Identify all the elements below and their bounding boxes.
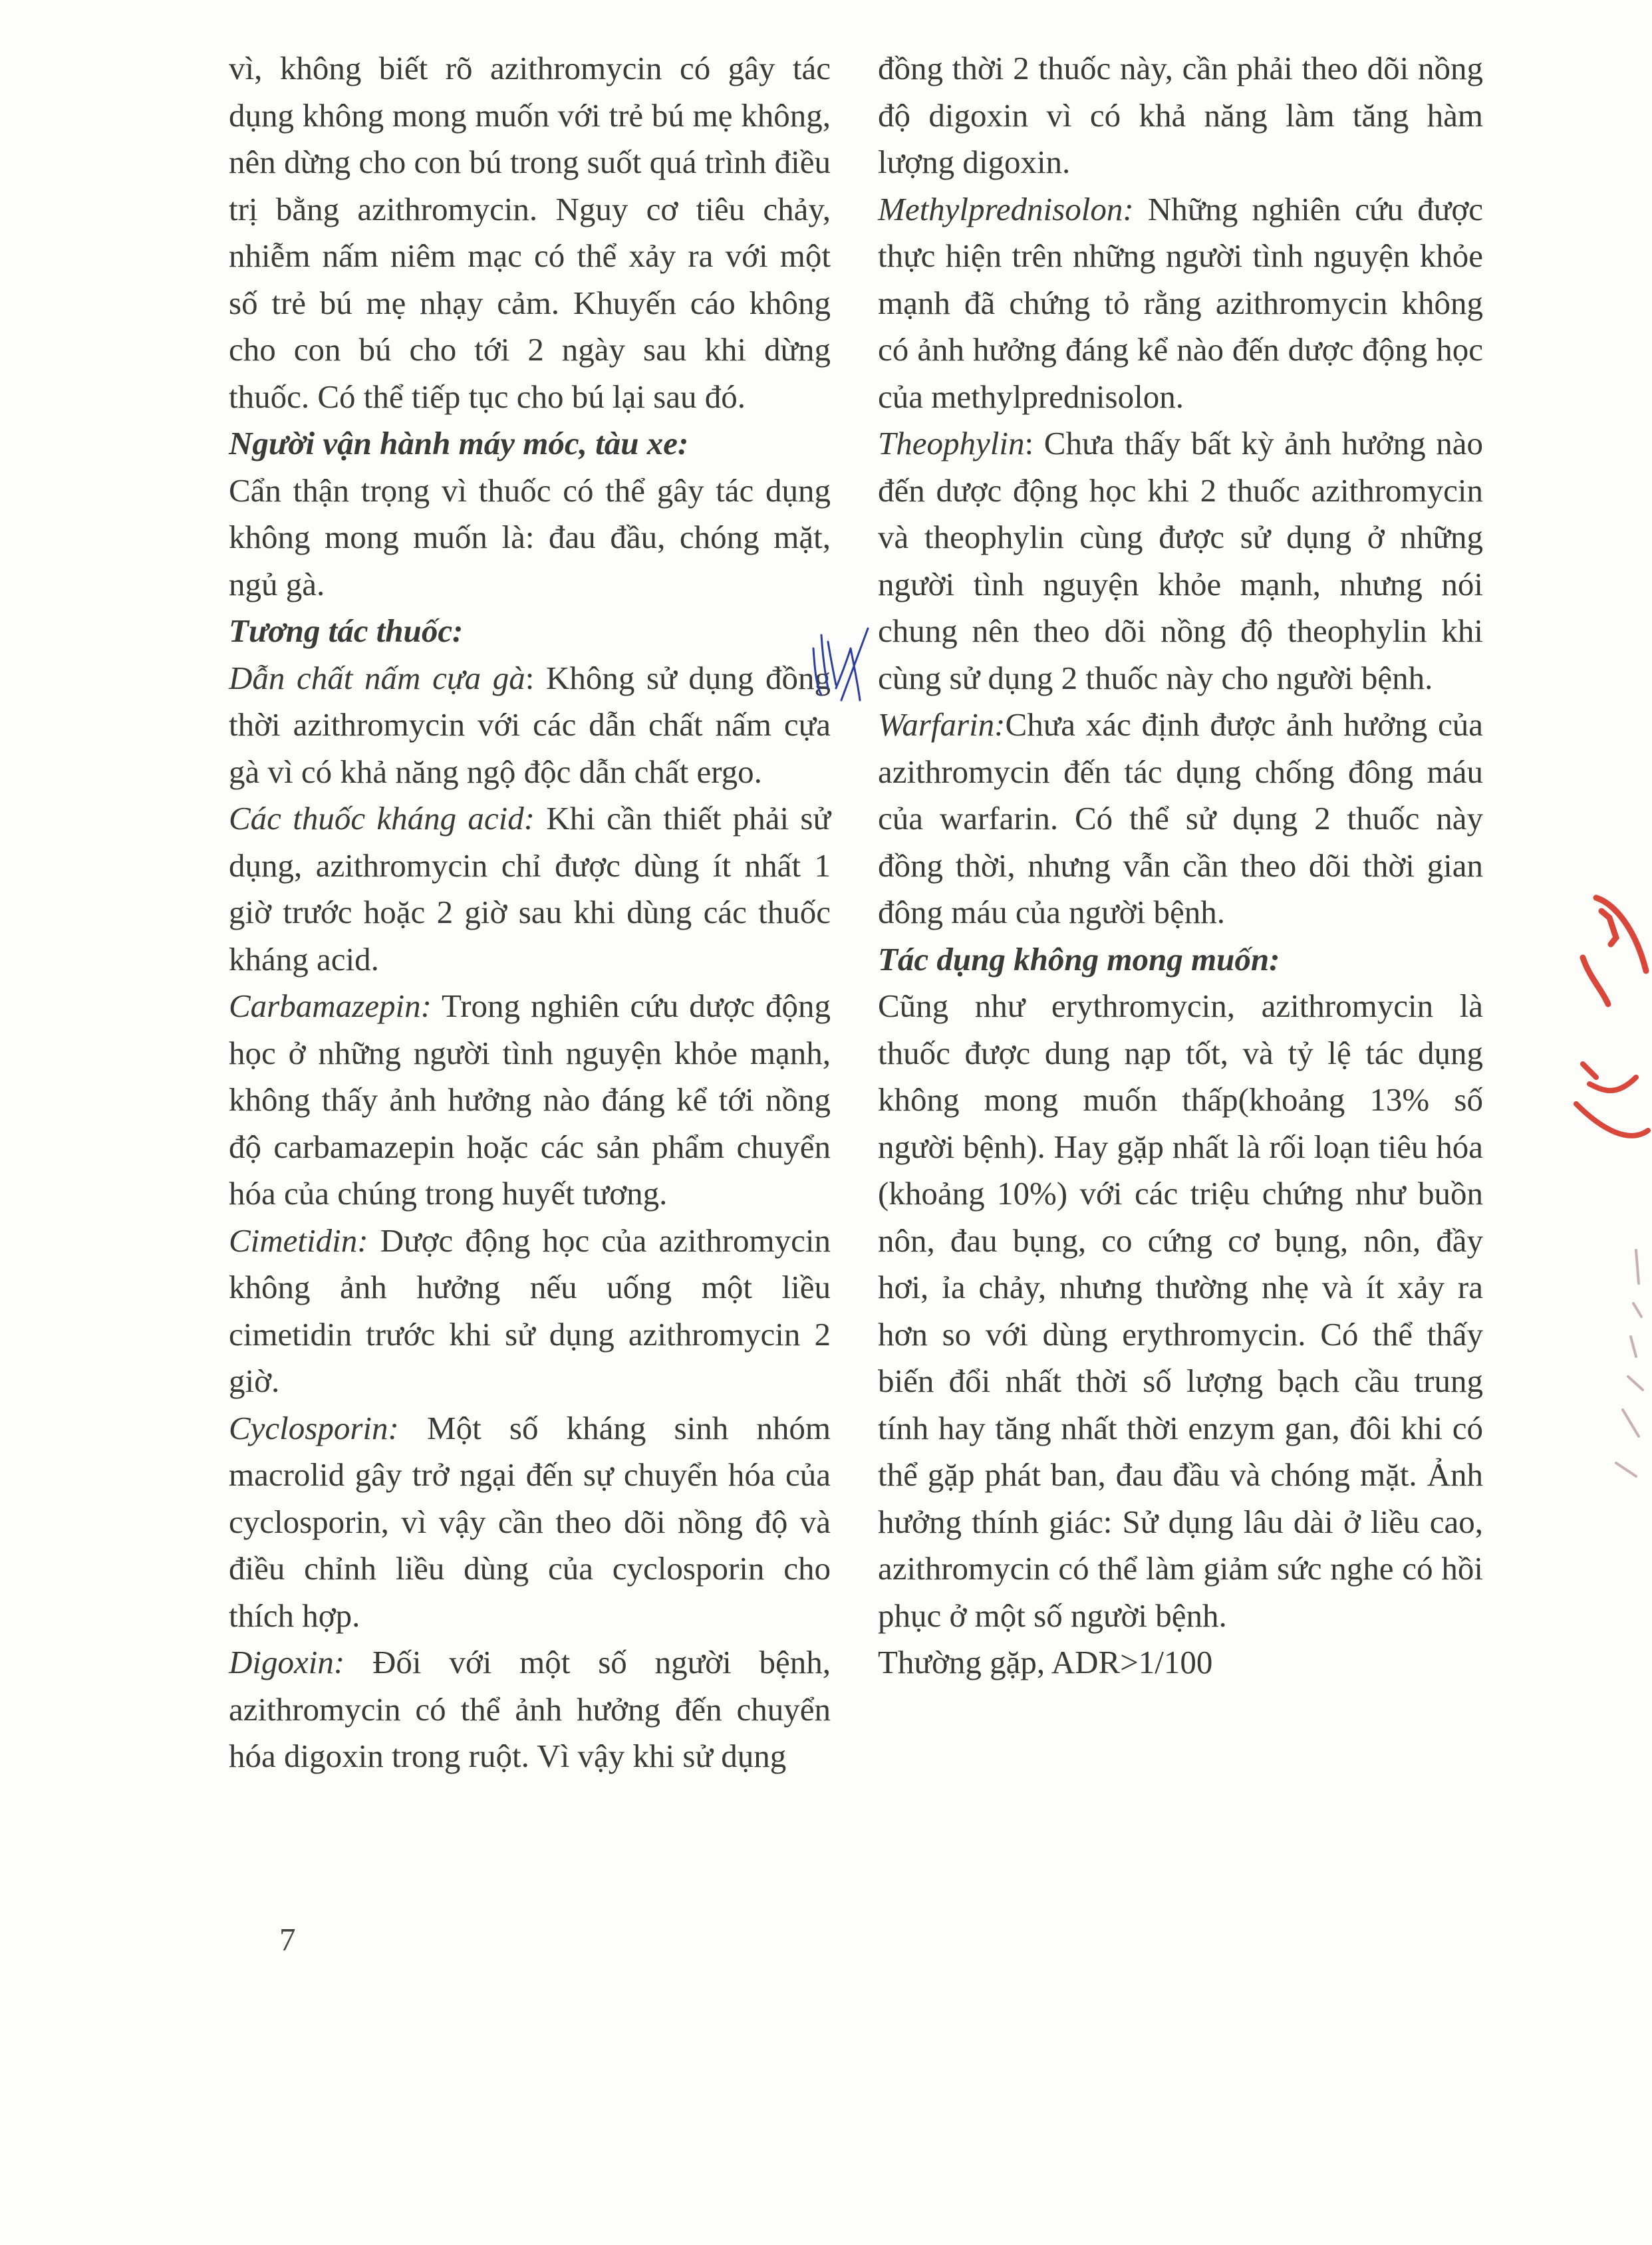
label-separator: : <box>1024 425 1044 462</box>
label-separator <box>1134 191 1148 227</box>
body-paragraph: đồng thời 2 thuốc này, cần phải theo dõi nồng độ digoxin vì có khả năng làm tăng hàm lượng digoxin. <box>878 50 1483 180</box>
body-paragraph: Cẩn thận trọng vì thuốc có thể gây tác dụng không mong muốn là: đau đầu, chóng mặt, ngủ gà. <box>229 471 831 602</box>
drug-interaction-text: Đối với một số người bệnh, azithromycin có thể ảnh hưởng đến chuyển hóa digoxin trong ruột. Vì vậy khi sử dụng <box>229 1644 831 1774</box>
drug-interaction-paragraph <box>229 1639 831 1780</box>
drug-name-label: Cimetidin: <box>229 1222 368 1259</box>
drug-name-label: Carbamazepin: <box>229 988 432 1024</box>
drug-interaction-text: Chưa thấy bất kỳ ảnh hưởng nào đến dược động học khi 2 thuốc azithromycin và theophylin cùng được sử dụng ở những người tình nguyện khỏe mạnh, nhưng nói chung nên theo dõi nồng độ theophylin khi cùng sử dụng 2 thuốc này cho người bệnh. <box>878 425 1483 696</box>
drug-interaction-paragraph <box>878 702 1483 936</box>
body-paragraph: vì, không biết rõ azithromycin có gây tác dụng không mong muốn với trẻ bú mẹ không, nên dừng cho con bú trong suốt quá trình điều trị bằng azithromycin. Nguy cơ tiêu chảy, nhiễm nấm niêm mạc có thể xảy ra với một số trẻ bú mẹ nhạy cảm. Khuyến cáo không cho con bú cho tới 2 ngày sau khi dừng thuốc. Có thể tiếp tục cho bú lại sau đó. <box>229 50 831 415</box>
drug-interaction-text: Trong nghiên cứu dược động học ở những người tình nguyện khỏe mạnh, không thấy ảnh hưởng nào đáng kể tới nồng độ carbamazepin hoặc các sản phẩm chuyển hóa của chúng trong huyết tương. <box>229 988 831 1212</box>
drug-interaction-text: Dược động học của azithromycin không ảnh hưởng nếu uống một liều cimetidin trước khi sử dụng azithromycin 2 giờ. <box>229 1222 831 1399</box>
section-heading: Người vận hành máy móc, tàu xe: <box>229 425 689 462</box>
drug-interaction-text: Chưa xác định được ảnh hưởng của azithromycin đến tác dụng chống đông máu của warfarin. Có thể sử dụng 2 thuốc này đồng thời, nhưng vẫn cần theo dõi thời gian đông máu của người bệnh. <box>878 706 1483 930</box>
drug-name-label: Cyclosporin: <box>229 1409 399 1446</box>
drug-interaction-paragraph <box>229 1405 831 1640</box>
drug-interaction-paragraph <box>229 795 831 983</box>
label-separator <box>368 1222 380 1259</box>
signature-mark <box>801 622 875 708</box>
left-column <box>229 45 831 1780</box>
label-separator <box>535 800 546 837</box>
page-number: 7 <box>279 1921 296 1958</box>
label-separator <box>399 1410 427 1446</box>
stamp-mark <box>1570 878 1652 1543</box>
drug-name-label: Theophylin <box>878 425 1025 462</box>
drug-interaction-text: Những nghiên cứu được thực hiện trên những người tình nguyện khỏe mạnh đã chứng tỏ rằng azithromycin không có ảnh hưởng đáng kể nào đến dược động học của methylprednisolon. <box>878 190 1483 415</box>
drug-interaction-text: Không sử dụng đồng thời azithromycin với các dẫn chất nấm cựa gà vì có khả năng ngộ độc dẫn chất ergo. <box>229 659 831 790</box>
section-heading: Tương tác thuốc: <box>229 612 464 649</box>
drug-name-label: Dẫn chất nấm cựa gà <box>229 659 525 696</box>
drug-interaction-paragraph <box>878 186 1483 421</box>
label-separator <box>432 988 442 1024</box>
body-paragraph: Cũng như erythromycin, azithromycin là thuốc được dung nạp tốt, và tỷ lệ tác dụng không mong muốn thấp(khoảng 13% số người bệnh). Hay gặp nhất là rối loạn tiêu hóa (khoảng 10%) với các triệu chứng như buồn nôn, đau bụng, co cứng cơ bụng, nôn, đầy hơi, ỉa chảy, nhưng thường nhẹ và ít xảy ra hơn so với dùng erythromycin. Có thể thấy biến đổi nhất thời số lượng bạch cầu trung tính hay tăng nhất thời enzym gan, đôi khi có thể gặp phát ban, đau đầu và chóng mặt. Ảnh hưởng thính giác: Sử dụng lâu dài ở liều cao, azithromycin có thể làm giảm sức nghe có hồi phục ở một số người bệnh. <box>878 988 1483 1634</box>
drug-name-label: Các thuốc kháng acid: <box>229 800 535 837</box>
drug-interaction-text: Khi cần thiết phải sử dụng, azithromycin chỉ được dùng ít nhất 1 giờ trước hoặc 2 giờ sau khi dùng các thuốc kháng acid. <box>229 800 831 978</box>
drug-name-label: Methylprednisolon: <box>878 190 1134 227</box>
drug-interaction-paragraph <box>229 1218 831 1405</box>
right-column <box>878 45 1483 1686</box>
drug-interaction-paragraph <box>878 420 1483 702</box>
drug-name-label: Digoxin: <box>229 1644 345 1680</box>
section-heading: Tác dụng không mong muốn: <box>878 940 1280 978</box>
drug-name-label: Warfarin: <box>878 706 1006 743</box>
drug-interaction-text: Một số kháng sinh nhóm macrolid gây trở ngại đến sự chuyển hóa của cyclosporin, vì vậy cần theo dõi nồng độ và điều chỉnh liều dùng của cyclosporin cho thích hợp. <box>229 1409 831 1634</box>
label-separator: : <box>525 659 547 696</box>
drug-interaction-paragraph <box>229 983 831 1218</box>
label-separator <box>344 1644 372 1680</box>
drug-interaction-paragraph <box>229 655 831 796</box>
body-paragraph: Thường gặp, ADR>1/100 <box>878 1644 1213 1680</box>
